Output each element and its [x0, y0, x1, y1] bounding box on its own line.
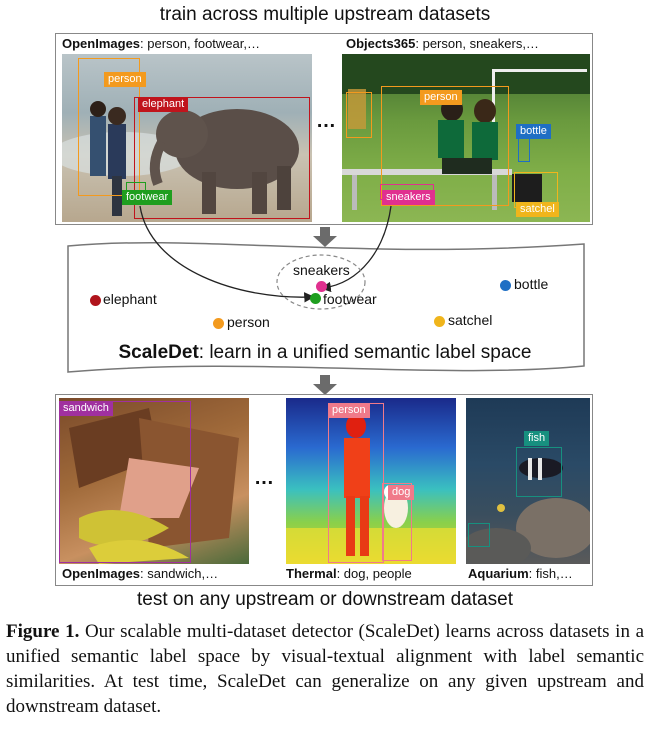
- point-footwear: [310, 293, 321, 304]
- openimages-labels: : person, footwear,…: [140, 36, 260, 51]
- thermal-name: Thermal: [286, 566, 337, 581]
- tag-dog: dog: [388, 485, 414, 500]
- label-space-title: [0, 342, 650, 364]
- tag-sandwich: sandwich: [59, 401, 113, 416]
- tag-sneakers: sneakers: [382, 190, 435, 205]
- upstream-ellipsis: …: [316, 110, 337, 132]
- top-title: train across multiple upstream datasets: [159, 4, 491, 25]
- tag-fish: fish: [524, 431, 549, 446]
- tag-satchel: satchel: [516, 202, 559, 217]
- aquarium-labels: : fish,…: [528, 566, 573, 581]
- point-satchel: [434, 316, 445, 327]
- bbox-sandwich: [59, 401, 191, 563]
- aquarium-name: Aquarium: [468, 566, 529, 581]
- scaledet-name: ScaleDet: [118, 342, 199, 363]
- figure-caption-label: Figure 1.: [6, 621, 80, 642]
- objects365-labels: : person, sneakers,…: [415, 36, 539, 51]
- tag-thermal-person: person: [328, 403, 370, 418]
- tag-elephant: elephant: [138, 97, 188, 112]
- bbox-fish: [516, 447, 562, 497]
- point-elephant: [90, 295, 101, 306]
- downstream-openimages-caption: [62, 566, 218, 581]
- down-arrow-icon: [313, 375, 337, 395]
- downstream-openimages-name: OpenImages: [62, 566, 141, 581]
- tag-footwear: footwear: [122, 190, 172, 205]
- figure-caption: [6, 619, 644, 719]
- point-label-elephant: elephant: [103, 291, 157, 307]
- openimages-name: OpenImages: [62, 36, 141, 51]
- point-label-bottle: bottle: [514, 276, 549, 292]
- point-label-footwear: footwear: [323, 291, 377, 307]
- bbox-fish-2: [468, 523, 490, 547]
- point-bottle: [500, 280, 511, 291]
- bbox-thermal-person: [328, 403, 384, 563]
- downstream-ellipsis: …: [254, 467, 275, 489]
- downstream-openimages-labels: : sandwich,…: [140, 566, 219, 581]
- label-space-title-rest: : learn in a unified semantic label space: [198, 342, 532, 363]
- point-label-person: person: [227, 314, 270, 330]
- point-person: [213, 318, 224, 329]
- tag-person-right: person: [420, 90, 462, 105]
- point-label-sneakers: sneakers: [293, 262, 350, 278]
- downstream-panel: [55, 394, 593, 586]
- figure-caption-text: Our scalable multi-dataset detector (ScaleDet) learns across datasets in a unified semantic label space by visual-textual alignment with label semantic similarities. At test time, ScaleDet can generalize on any given upstream and downstream dataset.: [6, 621, 644, 717]
- tag-bottle: bottle: [516, 124, 551, 139]
- aquarium-caption: [468, 566, 573, 581]
- objects365-name: Objects365: [346, 36, 416, 51]
- tag-person-left: person: [104, 72, 146, 87]
- point-label-satchel: satchel: [448, 312, 493, 328]
- bottom-title: test on any upstream or downstream dataset: [137, 589, 513, 610]
- thermal-caption: [286, 566, 412, 581]
- thermal-labels: : dog, people: [336, 566, 412, 581]
